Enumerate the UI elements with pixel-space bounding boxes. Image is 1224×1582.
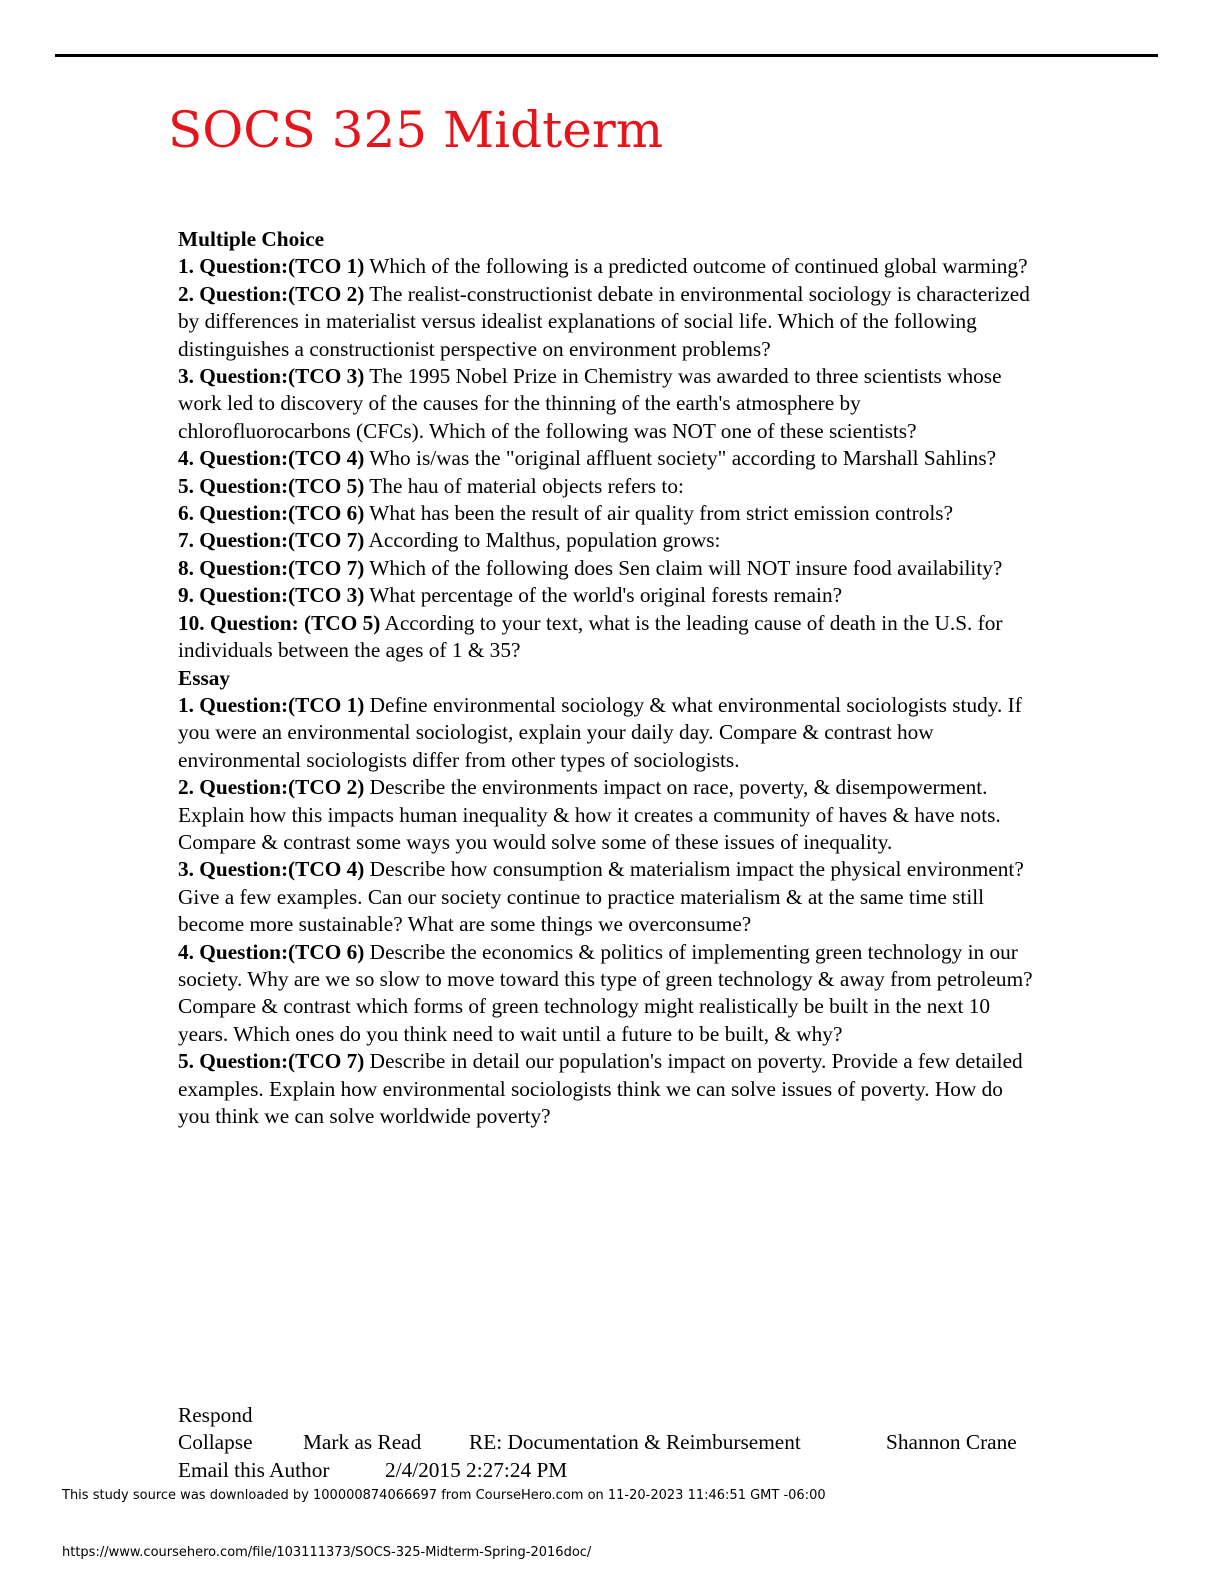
post-author[interactable]: Shannon Crane [886,1430,1017,1455]
question-text: Describe the economics & politics of implementing green technology in our society. Why are we so slow to move toward this type of green technology & away from petroleum? Compare & contrast which forms of green technology might realistically be built in the next 10 years. Which ones do you think need to wait until a future to be built, & why? [178,939,1033,1046]
essay-heading: Essay [178,665,231,690]
question-item [178,939,1038,1049]
question-text: The hau of material objects refers to: [364,473,684,498]
question-label: 5. Question:(TCO 7) [178,1049,365,1074]
multiple-choice-questions [178,253,1038,664]
question-item [178,692,1038,774]
post-footer [178,1402,1038,1484]
question-text: Which of the following does Sen claim will NOT insure food availability? [364,555,1003,580]
mark-as-read-link[interactable]: Mark as Read [303,1430,422,1455]
source-url: https://www.coursehero.com/file/103111373/SOCS-325-Midterm-Spring-2016doc/ [62,1545,592,1560]
question-label: 10. Question: (TCO 5) [178,610,381,635]
question-text: What percentage of the world's original forests remain? [364,583,843,608]
question-item [178,445,1038,472]
question-label: 2. Question:(TCO 2) [178,775,365,800]
question-label: 1. Question:(TCO 1) [178,692,365,717]
question-text: Define environmental sociology & what environmental sociologists study. If you were an environmental sociologist, explain your daily day. Compare & contrast how environmental sociologists differ from other types of sociologists. [178,692,1022,772]
question-text: Describe the environments impact on race, poverty, & disempowerment. Explain how this impacts human inequality & how it creates a community of haves & have nots. Compare & contrast some ways you would solve some of these issues of inequality. [178,775,1001,854]
question-item [178,473,1038,500]
question-label: 2. Question:(TCO 2) [178,281,365,306]
question-item [178,500,1038,527]
question-label: 4. Question:(TCO 4) [178,446,365,471]
question-item [178,856,1038,938]
question-label: 7. Question:(TCO 7) [178,528,365,553]
question-item [178,610,1038,665]
question-text: Describe how consumption & materialism impact the physical environment? Give a few examples. Can our society continue to practice materialism & at the same time still become more sustainable? What are some things we overconsume? [178,857,1024,937]
question-label: 8. Question:(TCO 7) [178,555,365,580]
question-text: Which of the following is a predicted outcome of continued global warming? [364,254,1028,279]
question-label: 5. Question:(TCO 5) [178,473,365,498]
question-label: 3. Question:(TCO 4) [178,857,365,882]
email-author-link[interactable]: Email this Author [178,1457,330,1482]
question-item [178,582,1038,609]
question-list [178,226,1038,1130]
question-item [178,281,1038,363]
download-source-note: This study source was downloaded by 100000874066697 from CourseHero.com on 11-20-2023 11:46:51 GMT -06:00 [62,1488,826,1503]
top-divider [55,54,1158,57]
question-item [178,527,1038,554]
post-timestamp: 2/4/2015 2:27:24 PM [385,1457,568,1482]
question-text: The 1995 Nobel Prize in Chemistry was awarded to three scientists whose work led to discovery of the causes for the thinning of the earth's atmosphere by chlorofluorocarbons (CFCs). Which of the following was NOT one of these scientists? [178,364,1002,443]
question-label: 9. Question:(TCO 3) [178,583,365,608]
question-item [178,1048,1038,1130]
question-label: 6. Question:(TCO 6) [178,501,365,526]
question-label: 3. Question:(TCO 3) [178,364,365,389]
question-label: 1. Question:(TCO 1) [178,254,365,279]
question-text: What has been the result of air quality from strict emission controls? [364,501,954,526]
question-text: Who is/was the "original affluent society" according to Marshall Sahlins? [364,446,997,471]
question-text: According to your text, what is the leading cause of death in the U.S. for individuals between the ages of 1 & 35? [178,610,1003,663]
question-item [178,555,1038,582]
question-item [178,253,1038,280]
post-subject[interactable]: RE: Documentation & Reimbursement [469,1430,801,1455]
multiple-choice-heading: Multiple Choice [178,227,325,251]
essay-questions [178,692,1038,1131]
question-item [178,363,1038,445]
question-text: The realist-constructionist debate in environmental sociology is characterized by differences in materialist versus idealist explanations of social life. Which of the following distinguishes a constructionist perspective on environment problems? [178,281,1030,361]
question-label: 4. Question:(TCO 6) [178,939,365,964]
collapse-link[interactable]: Collapse [178,1430,253,1455]
question-text: According to Malthus, population grows: [364,528,721,553]
respond-link[interactable]: Respond [178,1403,253,1427]
question-item [178,774,1038,856]
question-text: Describe in detail our population's impact on poverty. Provide a few detailed examples. Explain how environmental sociologists think we can solve issues of poverty. How do you think we can solve worldwide poverty? [178,1049,1023,1128]
document-title: SOCS 325 Midterm [168,101,664,159]
